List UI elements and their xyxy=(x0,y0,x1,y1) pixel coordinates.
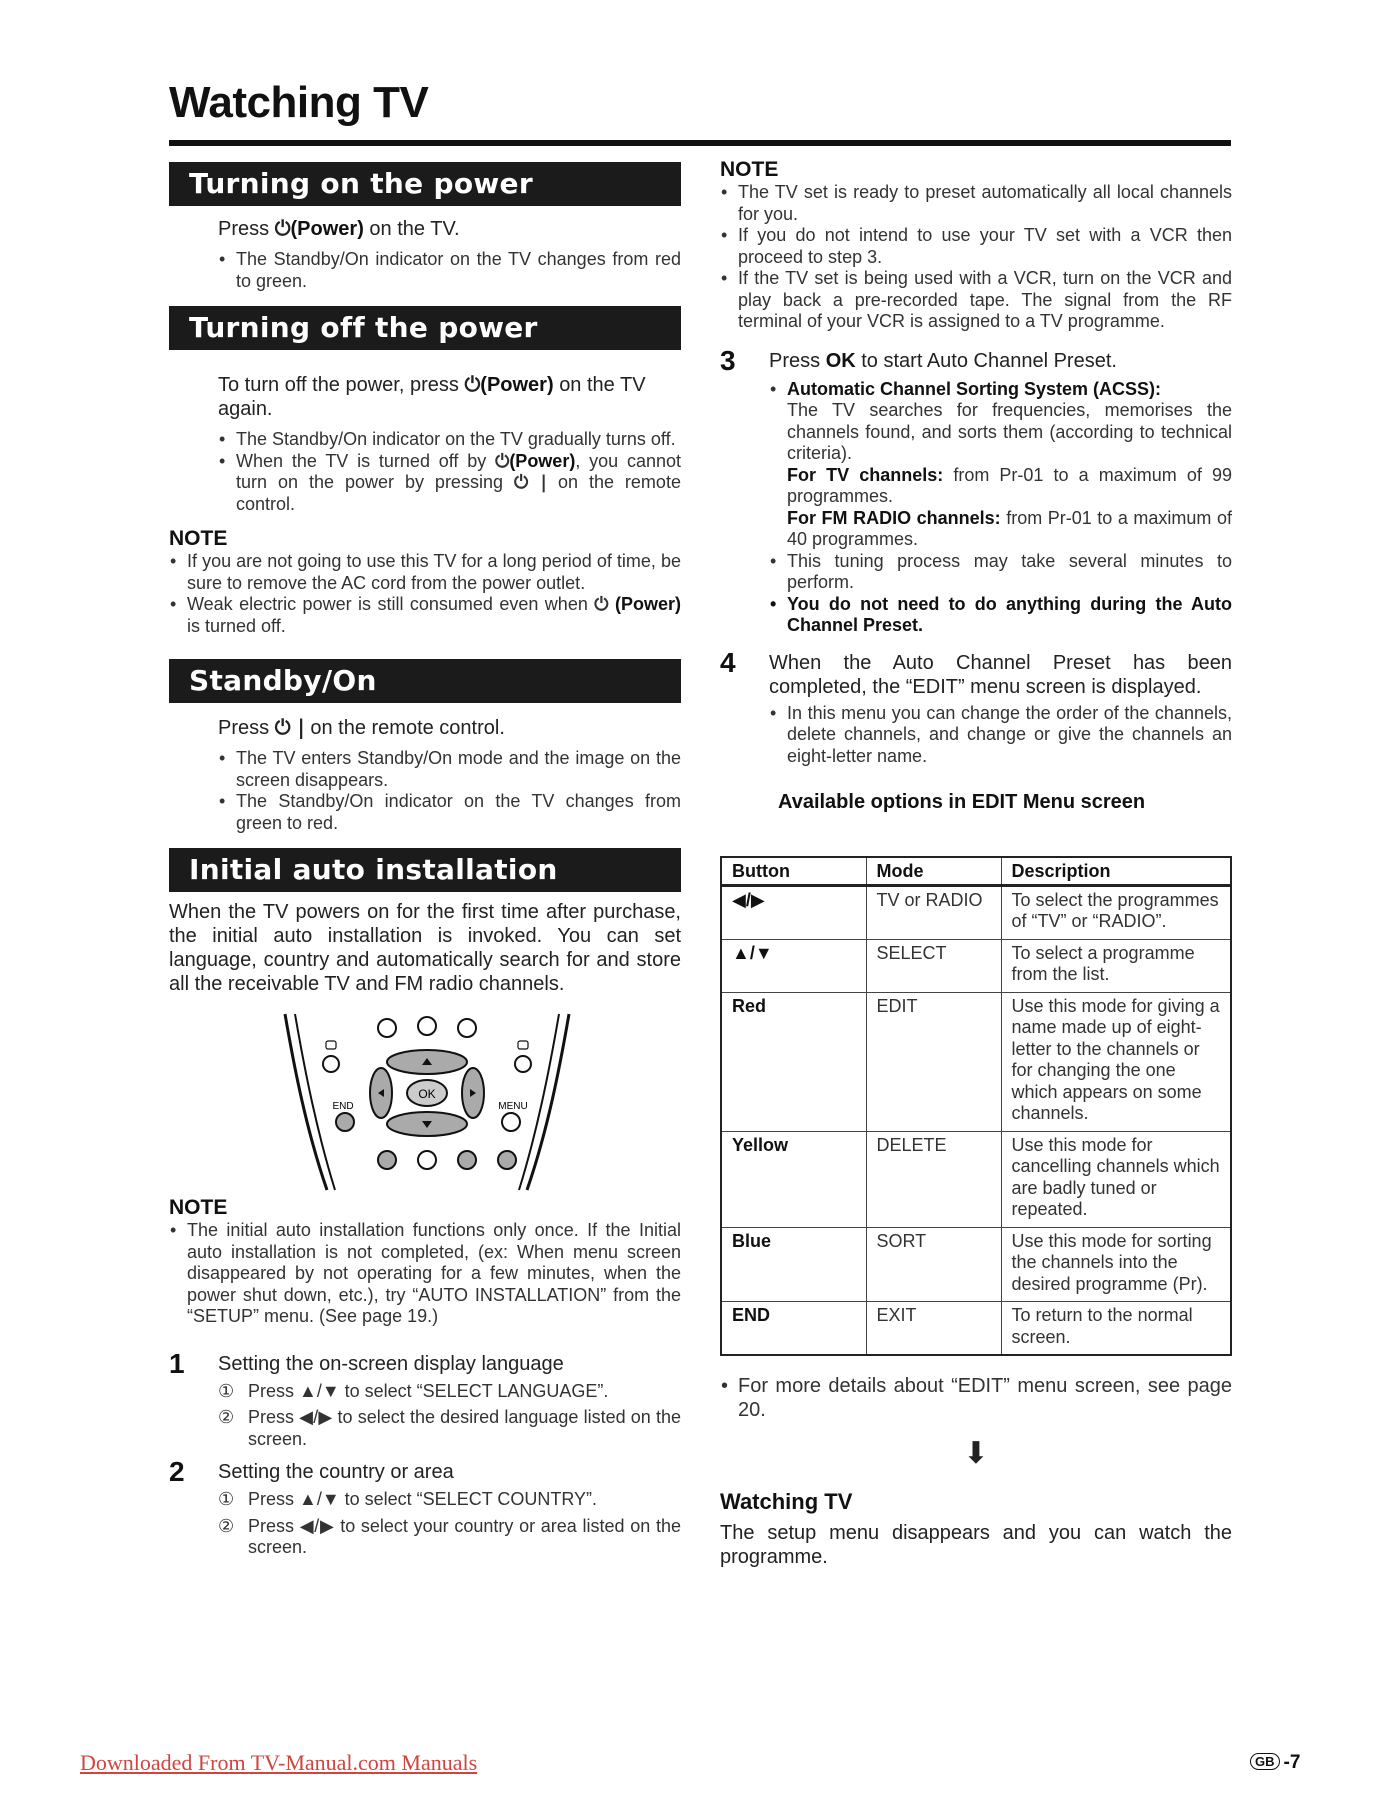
table-cell: Use this mode for giving a name made up of eight-letter to the channels or for changing the one which appears on some channels. xyxy=(1001,992,1231,1131)
table-cell: EDIT xyxy=(866,992,1001,1131)
list-item: ② Press ◀/▶ to select the desired language listed on the screen. xyxy=(218,1407,681,1449)
list-item: • If you are not going to use this TV for a long period of time, be sure to remove the AC cord from the power outlet. xyxy=(169,551,681,594)
table-header: Button xyxy=(721,857,866,885)
list-item: • If you do not intend to use your TV set with a VCR then proceed to step 3. xyxy=(720,225,1232,268)
list-item: ② Press ◀/▶ to select your country or area listed on the screen. xyxy=(218,1515,681,1557)
step-number: 3 xyxy=(720,344,736,376)
step-title: When the Auto Channel Preset has been completed, the “EDIT” menu screen is displayed. xyxy=(769,651,1232,698)
standby-body xyxy=(169,715,681,834)
left-column xyxy=(169,162,681,1559)
list-item: ① Press ▲/▼ to select “SELECT COUNTRY”. xyxy=(218,1489,598,1510)
step-number: 1 xyxy=(169,1347,185,1379)
menu-button xyxy=(502,1113,520,1131)
section-heading-turning-on: Turning on the power xyxy=(169,162,681,206)
step-2 xyxy=(169,1456,681,1559)
standby-instruction: Press ⏻ | on the remote control. xyxy=(218,715,505,739)
note-heading: NOTE xyxy=(169,527,228,550)
list-item: • This tuning process may take several minutes to perform. xyxy=(769,551,1232,594)
table-row xyxy=(721,1302,1231,1356)
section-heading-standby: Standby/On xyxy=(169,659,681,703)
list-item: • The initial auto installation functions only once. If the Initial auto installation is not completed, (ex: When menu screen disappeared by not operating for a few minutes, when the power shut down, etc.), try “AUTO INSTALLATION” from the “SETUP” menu. (See page 19.) xyxy=(169,1220,681,1328)
turning-on-instruction: Press ⏻(Power) on the TV. xyxy=(218,216,460,240)
list-item: • The TV set is ready to preset automatically all local channels for you. xyxy=(720,182,1232,225)
down-arrow-icon: ⬇ xyxy=(963,1436,989,1471)
table-cell: ▲/▼ xyxy=(721,939,866,992)
green-button xyxy=(418,1151,436,1169)
blue-button xyxy=(498,1151,516,1169)
step-1 xyxy=(169,1347,681,1451)
table-header: Description xyxy=(1001,857,1231,885)
initial-intro: When the TV powers on for the first time after purchase, the initial auto installation is invoked. You can set language, country and automatically search for and store all the receivable TV and FM radio channels. xyxy=(169,901,681,995)
power-icon: ⏻ xyxy=(495,450,510,472)
options-title: Available options in EDIT Menu screen xyxy=(778,791,1146,813)
note-heading: NOTE xyxy=(169,1196,228,1219)
table-cell: Blue xyxy=(721,1227,866,1302)
turning-off-body xyxy=(169,372,681,515)
watching-heading: Watching TV xyxy=(720,1489,853,1514)
turning-off-note xyxy=(169,527,681,637)
list-item: • In this menu you can change the order of the channels, delete channels, and change or give the channels an eight-letter name. xyxy=(769,703,1232,768)
turning-on-body xyxy=(169,216,681,292)
list-item: • If the TV set is being used with a VCR, turn on the VCR and play back a pre-recorded tape. The signal from the RF terminal of your VCR is assigned to a TV programme. xyxy=(720,268,1232,333)
edit-options-table xyxy=(720,856,1232,1356)
initial-note xyxy=(169,1196,681,1328)
table-cell: Red xyxy=(721,992,866,1131)
step-3 xyxy=(720,344,1232,637)
table-row xyxy=(721,1227,1231,1302)
table-cell: ◀/▶ xyxy=(721,885,866,939)
list-item: • You do not need to do anything during the Auto Channel Preset. xyxy=(769,594,1232,637)
table-cell: SORT xyxy=(866,1227,1001,1302)
list-item: • When the TV is turned off by ⏻(Power), you cannot turn on the power by pressing ⏻ | on the remote control. xyxy=(218,451,681,516)
end-button xyxy=(336,1113,354,1131)
list-item: • Weak electric power is still consumed even when ⏻ (Power) is turned off. xyxy=(169,594,681,637)
list-item: • The Standby/On indicator on the TV changes from green to red. xyxy=(218,791,681,834)
table-cell: Use this mode for cancelling channels which are badly tuned or repeated. xyxy=(1001,1131,1231,1227)
table-cell: Yellow xyxy=(721,1131,866,1227)
step-4 xyxy=(720,646,1232,768)
list-item: • The TV enters Standby/On mode and the image on the screen disappears. xyxy=(218,748,681,791)
table-row xyxy=(721,992,1231,1131)
section-heading-turning-off: Turning off the power xyxy=(169,306,681,350)
step-title: Press OK to start Auto Channel Preset. xyxy=(769,349,1117,372)
standby-icon: ⏻ | xyxy=(274,715,305,739)
remote-control-drawing xyxy=(277,1012,577,1192)
table-row xyxy=(721,1131,1231,1227)
menu-label: MENU xyxy=(498,1101,528,1112)
table-cell: TV or RADIO xyxy=(866,885,1001,939)
step-title: Setting the country or area xyxy=(218,1461,454,1483)
end-label: END xyxy=(332,1101,354,1112)
power-icon: ⏻ xyxy=(464,372,481,396)
footer-link[interactable]: Downloaded From TV-Manual.com Manuals xyxy=(80,1750,478,1775)
right-note xyxy=(720,158,1232,333)
standby-icon: ⏻ | xyxy=(513,472,547,493)
step-number: 2 xyxy=(169,1456,185,1487)
power-icon: ⏻ xyxy=(594,594,609,615)
watching-text: The setup menu disappears and you can watch the programme. xyxy=(720,1522,1232,1568)
list-item: ① Press ▲/▼ to select “SELECT LANGUAGE”. xyxy=(218,1380,609,1402)
table-cell: To select the programmes of “TV” or “RADIO”. xyxy=(1001,885,1231,939)
remote-control-illustration xyxy=(277,1012,577,1192)
table-cell: END xyxy=(721,1302,866,1356)
table-cell: DELETE xyxy=(866,1131,1001,1227)
power-icon: ⏻ xyxy=(274,216,291,240)
table-cell: To select a programme from the list. xyxy=(1001,939,1231,992)
table-row xyxy=(721,885,1231,939)
list-item: • The Standby/On indicator on the TV gradually turns off. xyxy=(218,429,681,451)
turning-off-instruction: To turn off the power, press ⏻(Power) on the TV again. xyxy=(218,372,646,420)
table-cell: SELECT xyxy=(866,939,1001,992)
table-cell: Use this mode for sorting the channels into the desired programme (Pr). xyxy=(1001,1227,1231,1302)
list-item: • Automatic Channel Sorting System (ACSS): The TV searches for frequencies, memorises the channels found, and sorts them (according to technical criteria). For TV channels: from Pr-01 to a maximum of 99 programmes. For FM RADIO channels: from Pr-01 to a maximum of 40 programmes. xyxy=(769,379,1232,551)
yellow-button xyxy=(458,1151,476,1169)
red-button xyxy=(378,1151,396,1169)
table-header-row xyxy=(721,857,1231,885)
step-number: 4 xyxy=(720,646,736,678)
note-heading: NOTE xyxy=(720,158,779,181)
list-item: • For more details about “EDIT” menu screen, see page 20. xyxy=(720,1374,1232,1422)
table-cell: EXIT xyxy=(866,1302,1001,1356)
page-title: Watching TV xyxy=(169,78,429,127)
ok-label: OK xyxy=(418,1087,436,1101)
step-title: Setting the on-screen display language xyxy=(218,1352,564,1375)
page-number: GB -7 xyxy=(1250,1752,1300,1774)
title-rule xyxy=(169,140,1231,146)
gb-badge: GB xyxy=(1250,1753,1280,1770)
table-cell: To return to the normal screen. xyxy=(1001,1302,1231,1356)
right-column xyxy=(720,158,1232,1569)
table-row xyxy=(721,939,1231,992)
list-item: • The Standby/On indicator on the TV changes from red to green. xyxy=(218,249,681,292)
table-header: Mode xyxy=(866,857,1001,885)
section-heading-initial-install: Initial auto installation xyxy=(169,848,681,892)
